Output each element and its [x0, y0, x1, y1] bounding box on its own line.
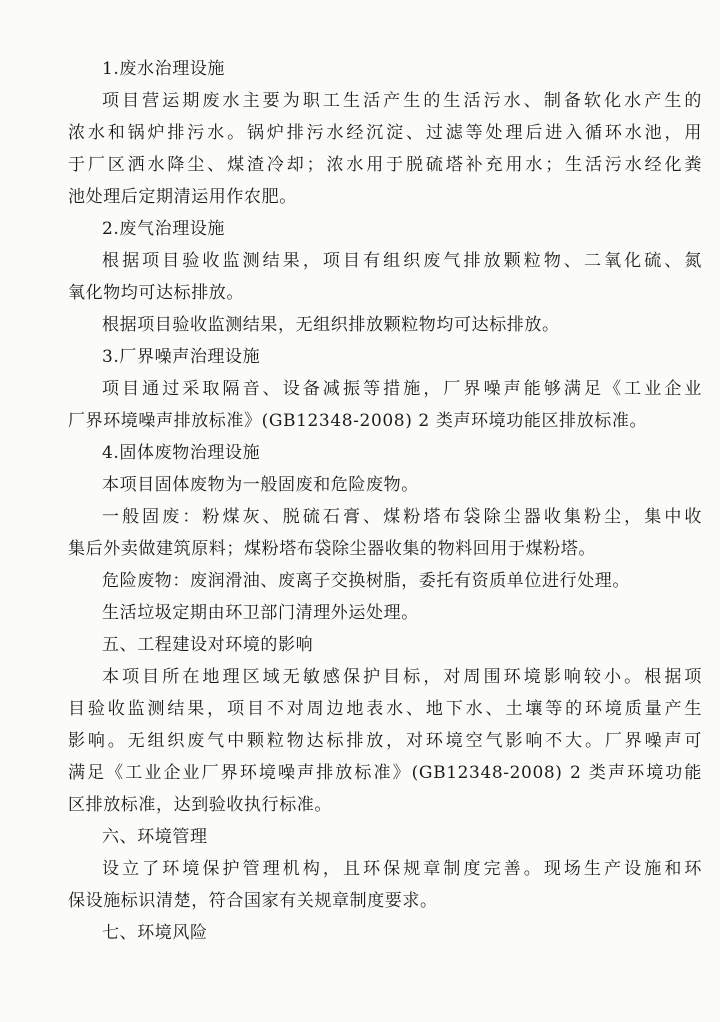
paragraph-line: 保设施标识清楚，符合国家有关规章制度要求。 — [68, 891, 438, 911]
paragraph-line: 设立了环境保护管理机构，且环保规章制度完善。现场生产设施和环 — [102, 859, 702, 879]
paragraph-line: 于厂区洒水降尘、煤渣冷却；浓水用于脱硫塔补充用水；生活污水经化粪 — [68, 155, 702, 175]
paragraph-line: 池处理后定期清运用作农肥。 — [68, 187, 297, 207]
section-heading: 2.废气治理设施 — [102, 219, 226, 239]
paragraph-line: 危险废物：废润滑油、废离子交换树脂，委托有资质单位进行处理。 — [102, 571, 630, 591]
section-heading: 七、环境风险 — [102, 923, 208, 943]
paragraph-line: 区排放标准，达到验收执行标准。 — [68, 795, 332, 815]
paragraph-line: 本项目固体废物为一般固废和危险废物。 — [102, 475, 419, 495]
paragraph-line: 生活垃圾定期由环卫部门清理外运处理。 — [102, 603, 419, 623]
paragraph-line: 目验收监测结果，项目不对周边地表水、地下水、土壤等的环境质量产生 — [68, 699, 702, 719]
paragraph-line: 氧化物均可达标排放。 — [68, 283, 244, 303]
paragraph-line: 本项目所在地理区域无敏感保护目标，对周围环境影响较小。根据项 — [102, 667, 702, 687]
paragraph-line: 厂界环境噪声排放标准》(GB12348-2008) 2 类声环境功能区排放标准。 — [68, 411, 648, 431]
paragraph-line: 项目通过采取隔音、设备减振等措施，厂界噪声能够满足《工业企业 — [102, 379, 702, 399]
paragraph-line: 根据项目验收监测结果，项目有组织废气排放颗粒物、二氧化硫、氮 — [102, 251, 702, 271]
paragraph-line: 集后外卖做建筑原料；煤粉塔布袋除尘器收集的物料回用于煤粉塔。 — [68, 539, 596, 559]
section-heading: 4.固体废物治理设施 — [102, 443, 261, 463]
section-heading: 3.厂界噪声治理设施 — [102, 347, 261, 367]
section-heading: 1.废水治理设施 — [102, 59, 226, 79]
section-heading: 五、工程建设对环境的影响 — [102, 635, 314, 655]
paragraph-line: 浓水和锅炉排污水。锅炉排污水经沉淀、过滤等处理后进入循环水池，用 — [68, 123, 702, 143]
paragraph-line: 影响。无组织废气中颗粒物达标排放，对环境空气影响不大。厂界噪声可 — [68, 731, 702, 751]
section-heading: 六、环境管理 — [102, 827, 208, 847]
paragraph-line: 一般固废：粉煤灰、脱硫石膏、煤粉塔布袋除尘器收集粉尘，集中收 — [102, 507, 702, 527]
paragraph-line: 根据项目验收监测结果，无组织排放颗粒物均可达标排放。 — [102, 315, 560, 335]
paragraph-line: 项目营运期废水主要为职工生活产生的生活污水、制备软化水产生的 — [102, 91, 702, 111]
paragraph-line: 满足《工业企业厂界环境噪声排放标准》(GB12348-2008) 2 类声环境功能 — [68, 763, 702, 783]
